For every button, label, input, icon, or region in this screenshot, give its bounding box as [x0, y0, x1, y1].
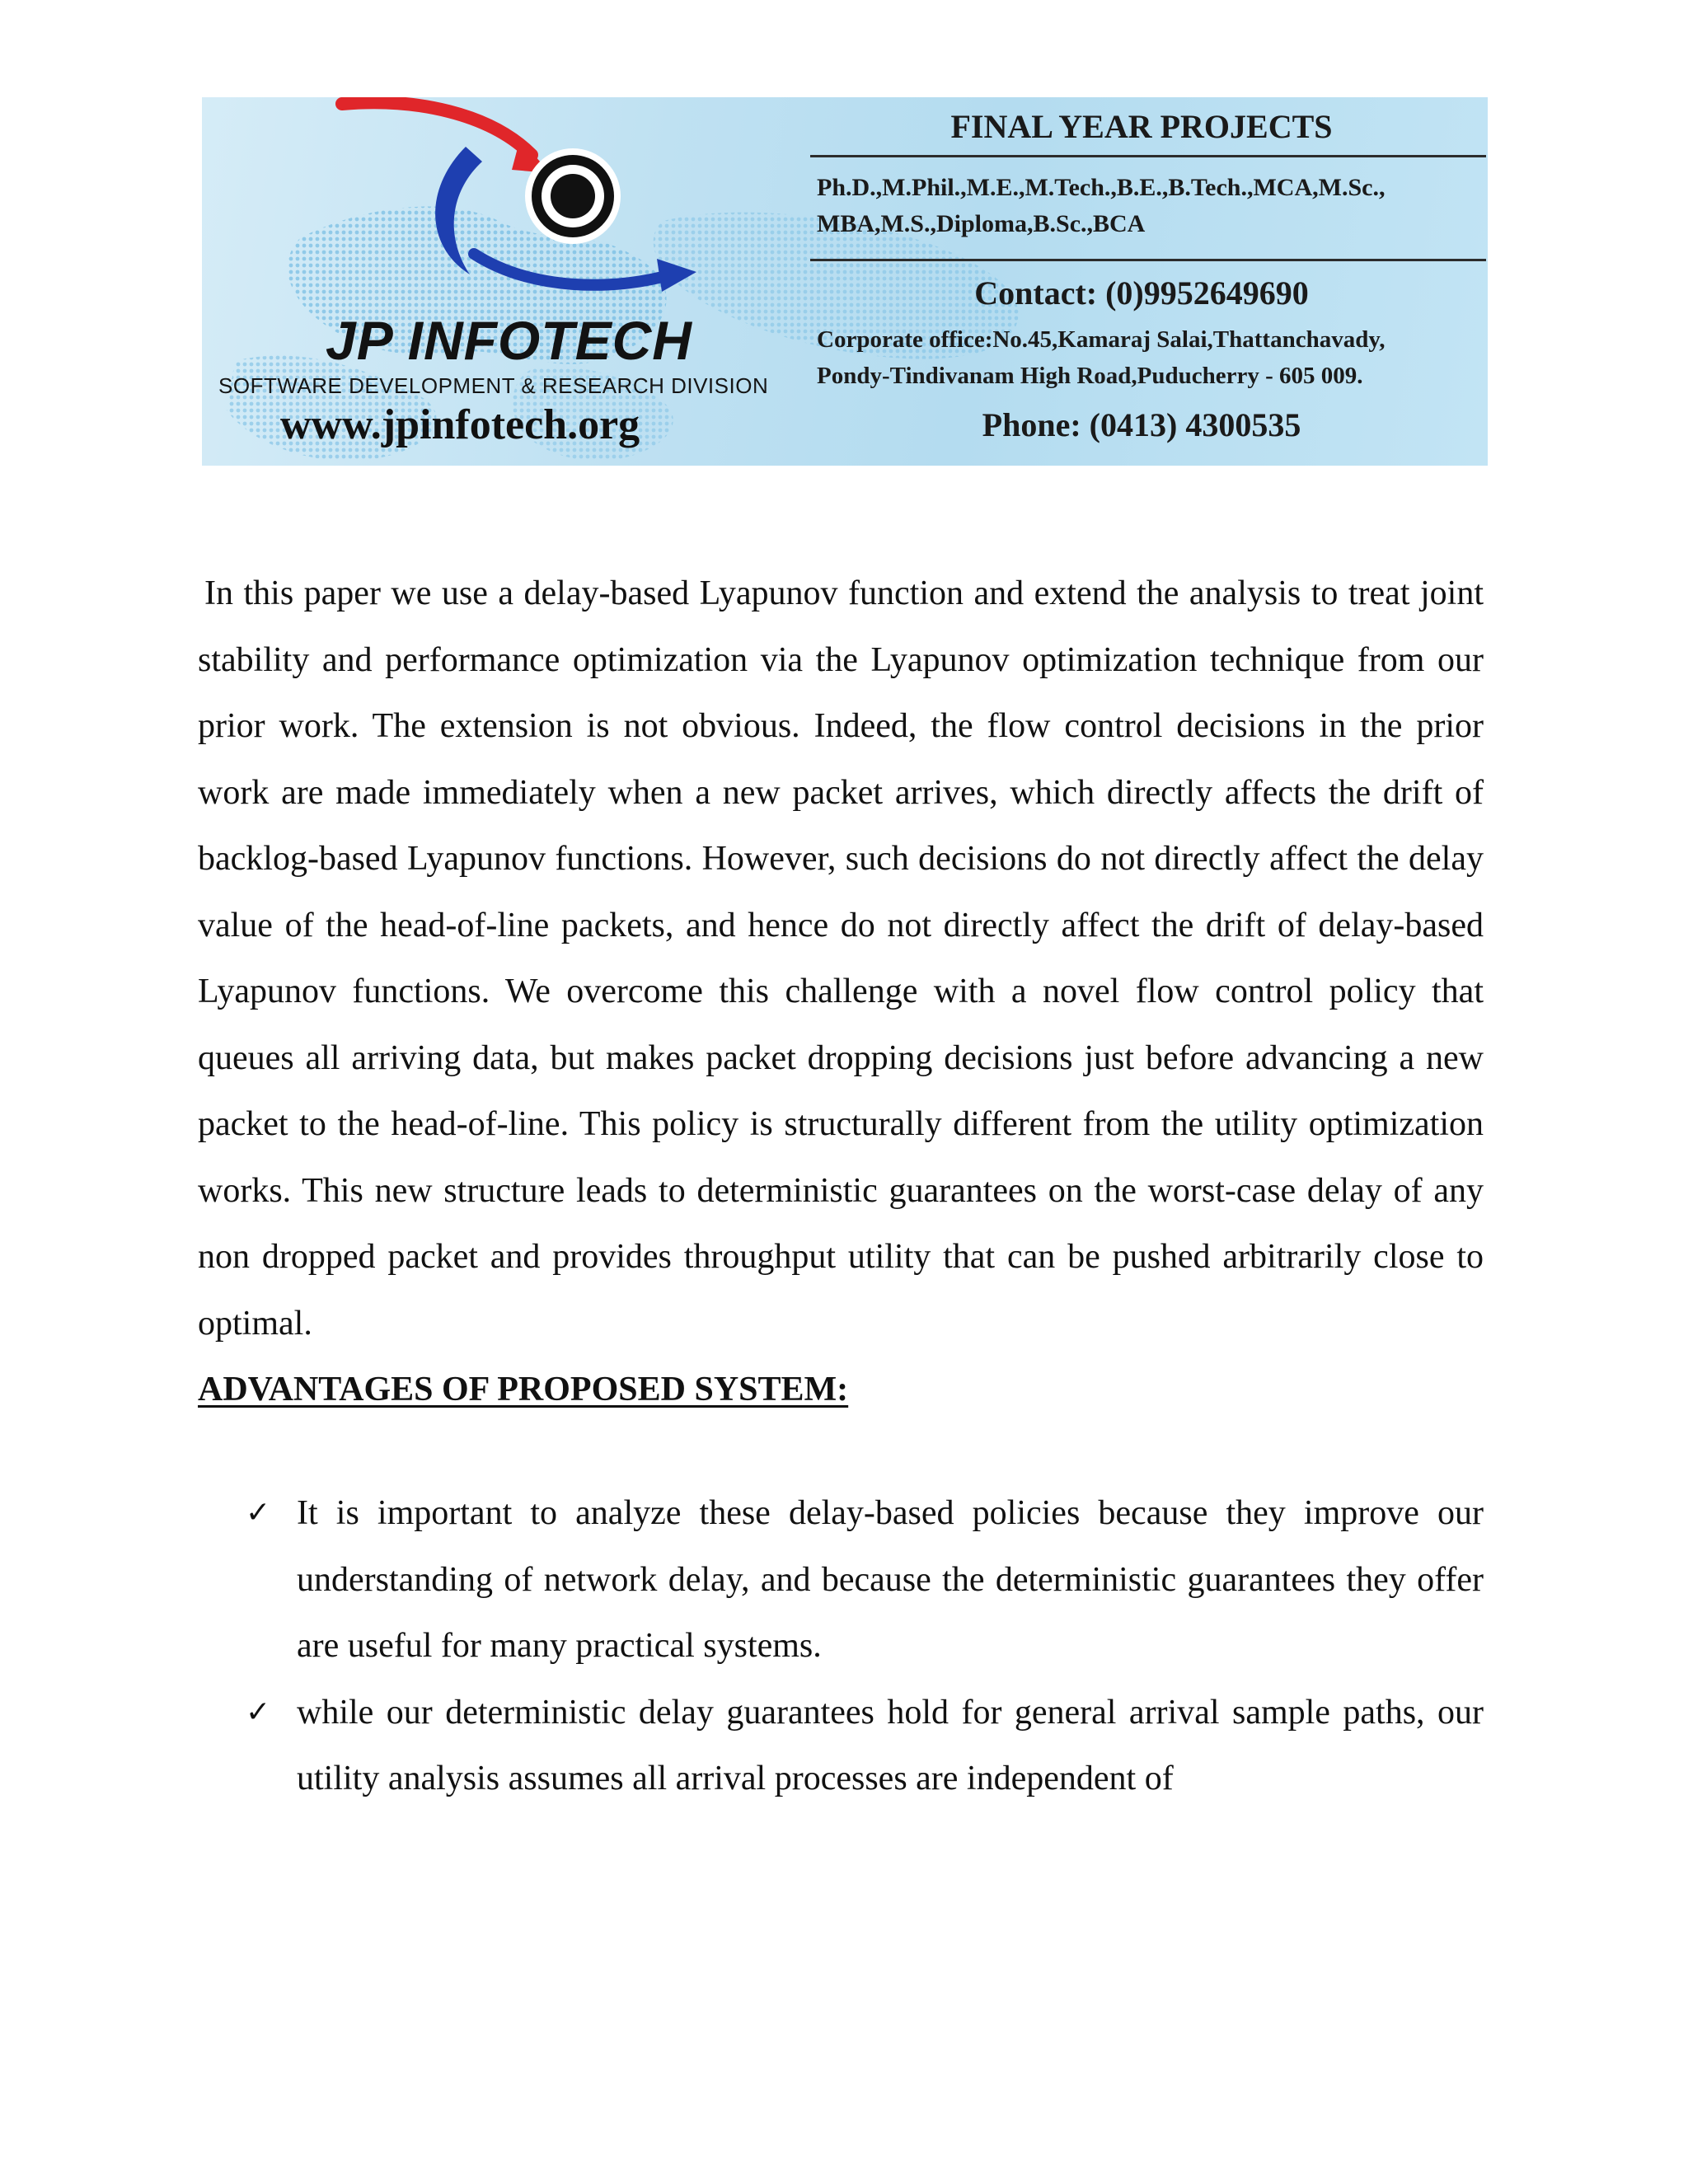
- list-item-text: It is important to analyze these delay-based policies because they improve our understanding of network delay, and because the deterministic guarantees they offer are useful for many practical systems.: [297, 1494, 1484, 1665]
- website-link[interactable]: www.jpinfotech.org: [280, 401, 640, 448]
- divider: [810, 155, 1486, 157]
- advantages-list: [198, 1480, 1484, 1812]
- body-paragraph: [198, 560, 1484, 1357]
- checkmark-icon: ✓: [246, 1496, 271, 1530]
- banner-info-panel: [810, 97, 1488, 466]
- phone-number: Phone: (0413) 4300535: [982, 406, 1301, 443]
- divider: [810, 259, 1486, 261]
- brand-name: JP INFOTECH: [326, 310, 692, 371]
- list-item: [198, 1680, 1484, 1812]
- address-line: Pondy-Tindivanam High Road,Puducherry - 605 009.: [817, 363, 1363, 389]
- document-body: [198, 560, 1484, 1812]
- contact-number: Contact: (0)9952649690: [974, 274, 1309, 312]
- brand-tagline: SOFTWARE DEVELOPMENT & RESEARCH DIVISION: [218, 373, 769, 398]
- paragraph-text: In this paper we use a delay-based Lyapunov function and extend the analysis to treat joint stability and performance optimization via the Lyapunov optimization technique from our prior work. The extension is not obvious. Indeed, the flow control decisions in the prior work are made immediately when a new packet arrives, which directly affects the drift of backlog-based Lyapunov functions. However, such decisions do not directly affect the delay value of the head-of-line packets, and hence do not directly affect the drift of delay-based Lyapunov functions. We overcome this challenge with a novel flow control policy that queues all arriving data, but makes packet dropping decisions just before advancing a new packet to the head-of-line. This policy is structurally different from the utility optimization works. This new structure leads to deterministic guarantees on the worst-case delay of any non dropped packet and provides throughput utility that can be pushed arbitrarily close to optimal.: [198, 574, 1484, 1343]
- address-line: Corporate office:No.45,Kamaraj Salai,Thattanchavady,: [817, 326, 1386, 353]
- section-heading: ADVANTAGES OF PROPOSED SYSTEM:: [198, 1371, 849, 1408]
- header-banner: [202, 97, 1488, 466]
- banner-title: FINAL YEAR PROJECTS: [950, 108, 1333, 145]
- degree-list: [817, 170, 1476, 242]
- checkmark-icon: ✓: [246, 1694, 271, 1729]
- office-address: [817, 321, 1476, 394]
- degree-line: Ph.D.,M.Phil.,M.E.,M.Tech.,B.E.,B.Tech.,MCA,M.Sc.,: [817, 174, 1386, 201]
- degree-line: MBA,M.S.,Diploma,B.Sc.,BCA: [817, 210, 1146, 237]
- eye-arrow-logo-icon: [326, 97, 820, 312]
- list-item: [198, 1480, 1484, 1680]
- list-item-text: while our deterministic delay guarantees hold for general arrival sample paths, our utility analysis assumes all arrival processes are independent of: [297, 1693, 1484, 1797]
